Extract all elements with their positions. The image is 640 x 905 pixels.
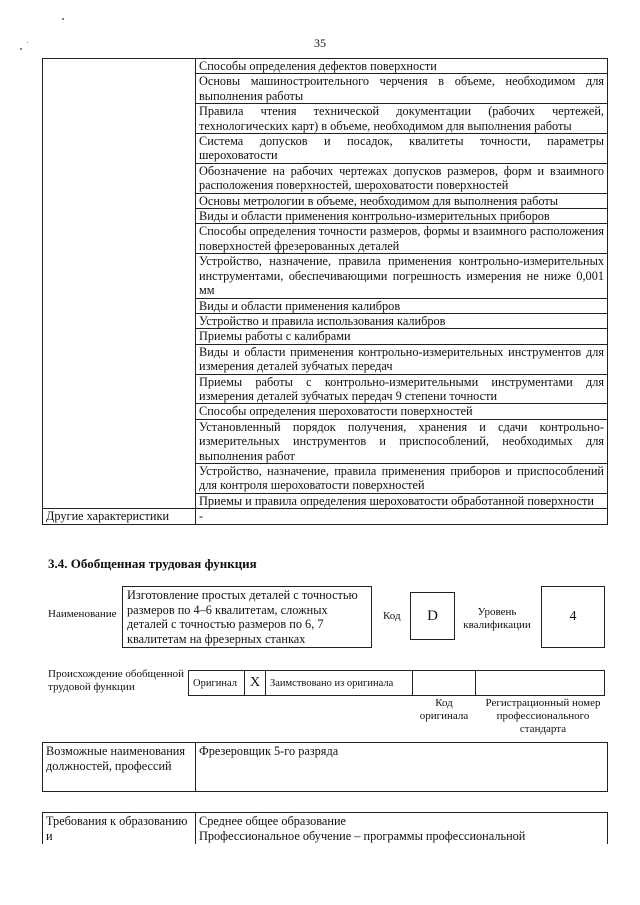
knowledge-item: Устройство, назначение, правила применения контрольно-измерительных инструментами, обеспечивающими погрешность измерения не ниже 0,001 мм [196,254,608,298]
name-label: Наименование [48,608,117,620]
knowledge-row [43,313,608,328]
knowledge-row [43,344,608,374]
knowledge-item: Устройство и правила использования калибров [196,313,608,328]
knowledge-row [43,493,608,508]
code-box: D [410,592,455,640]
knowledge-item: Виды и области применения контрольно-измерительных инструментов для измерения деталей зубчатых передач [196,344,608,374]
knowledge-left-cell [43,463,196,493]
education-value [196,813,608,845]
other-characteristics-row [43,509,608,524]
knowledge-left-cell [43,404,196,419]
knowledge-item: Система допусков и посадок, квалитеты точности, параметры шероховатости [196,134,608,164]
knowledge-item: Способы определения дефектов поверхности [196,59,608,74]
knowledge-row [43,298,608,313]
knowledge-item: Устройство, назначение, правила применения приборов и приспособлений для контроля шероховатости поверхностей [196,463,608,493]
positions-table [42,742,608,792]
knowledge-row [43,209,608,224]
positions-label: Возможные наименования должностей, профессий [43,743,196,792]
knowledge-left-cell [43,74,196,104]
knowledge-left-cell [43,163,196,193]
education-line-2: Профессиональное обучение – программы профессиональной [199,828,526,843]
education-row [43,813,608,845]
knowledge-item: Установленный порядок получения, хранения и сдачи контрольно-измерительных инструментов и приспособлений, необходимых для выполнения работ [196,419,608,463]
knowledge-left-cell [43,209,196,224]
knowledge-item: Обозначение на рабочих чертежах допусков размеров, форм и взаимного расположения поверхностей, шероховатости поверхностей [196,163,608,193]
registration-number-caption: Регистрационный номер профессионального стандарта [485,697,601,735]
knowledge-left-cell [43,134,196,164]
knowledge-table-body [43,59,608,525]
knowledge-left-cell [43,104,196,134]
function-name-box: Изготовление простых деталей с точностью размеров по 4–6 квалитетам, сложных деталей с точностью размеров по 6, 7 квалитетам на фрезерных станках [122,586,372,648]
page-number: 35 [314,36,326,50]
knowledge-row [43,193,608,208]
knowledge-left-cell [43,193,196,208]
knowledge-item: Приемы работы с калибрами [196,329,608,344]
knowledge-row [43,419,608,463]
positions-value: Фрезеровщик 5-го разряда [196,743,608,792]
knowledge-left-cell [43,224,196,254]
knowledge-row [43,134,608,164]
knowledge-row [43,404,608,419]
knowledge-row [43,104,608,134]
knowledge-item: Приемы и правила определения шероховатости обработанной поверхности [196,493,608,508]
origin-row [188,670,606,696]
education-label: Требования к образованию и [43,813,196,845]
other-characteristics-label: Другие характеристики [43,509,196,524]
original-mark: X [244,670,266,696]
knowledge-item: Способы определения шероховатости поверхностей [196,404,608,419]
knowledge-item: Правила чтения технической документации (рабочих чертежей, технологических карт) в объеме, необходимом для выполнения работы [196,104,608,134]
original-label: Оригинал [188,670,245,696]
knowledge-left-cell [43,374,196,404]
section-heading: 3.4. Обобщенная трудовая функция [48,556,257,571]
knowledge-row [43,74,608,104]
knowledge-item: Способы определения точности размеров, формы и взаимного расположения поверхностей фрезерованных деталей [196,224,608,254]
qualification-level-box: 4 [541,586,605,648]
knowledge-left-cell [43,254,196,298]
knowledge-left-cell [43,344,196,374]
knowledge-item: Основы метрологии в объеме, необходимом для выполнения работы [196,193,608,208]
code-label: Код [383,610,401,622]
knowledge-item: Виды и области применения контрольно-измерительных приборов [196,209,608,224]
knowledge-item: Приемы работы с контрольно-измерительными инструментами для измерения деталей зубчатых передач 9 степени точности [196,374,608,404]
knowledge-table [42,58,608,525]
knowledge-item: Основы машиностроительного черчения в объеме, необходимом для выполнения работы [196,74,608,104]
borrowed-label: Заимствовано из оригинала [265,670,413,696]
knowledge-left-cell [43,313,196,328]
knowledge-item: Виды и области применения калибров [196,298,608,313]
education-table [42,812,608,844]
original-code-cell [412,670,476,696]
knowledge-row [43,463,608,493]
positions-row [43,743,608,792]
qualification-level-label: Уровень квалификации [463,606,531,631]
knowledge-left-cell [43,329,196,344]
knowledge-row [43,59,608,74]
knowledge-left-cell [43,419,196,463]
knowledge-left-cell [43,493,196,508]
knowledge-left-cell [43,59,196,74]
knowledge-left-cell [43,298,196,313]
origin-label: Происхождение обобщенной трудовой функции [48,668,185,693]
education-line-1: Среднее общее образование [199,814,347,828]
knowledge-row [43,254,608,298]
knowledge-row [43,374,608,404]
knowledge-row [43,224,608,254]
registration-number-cell [475,670,605,696]
scan-speck [62,18,64,20]
knowledge-row [43,329,608,344]
knowledge-row [43,163,608,193]
original-code-caption: Код оригинала [419,697,469,722]
other-characteristics-value: - [196,509,608,524]
